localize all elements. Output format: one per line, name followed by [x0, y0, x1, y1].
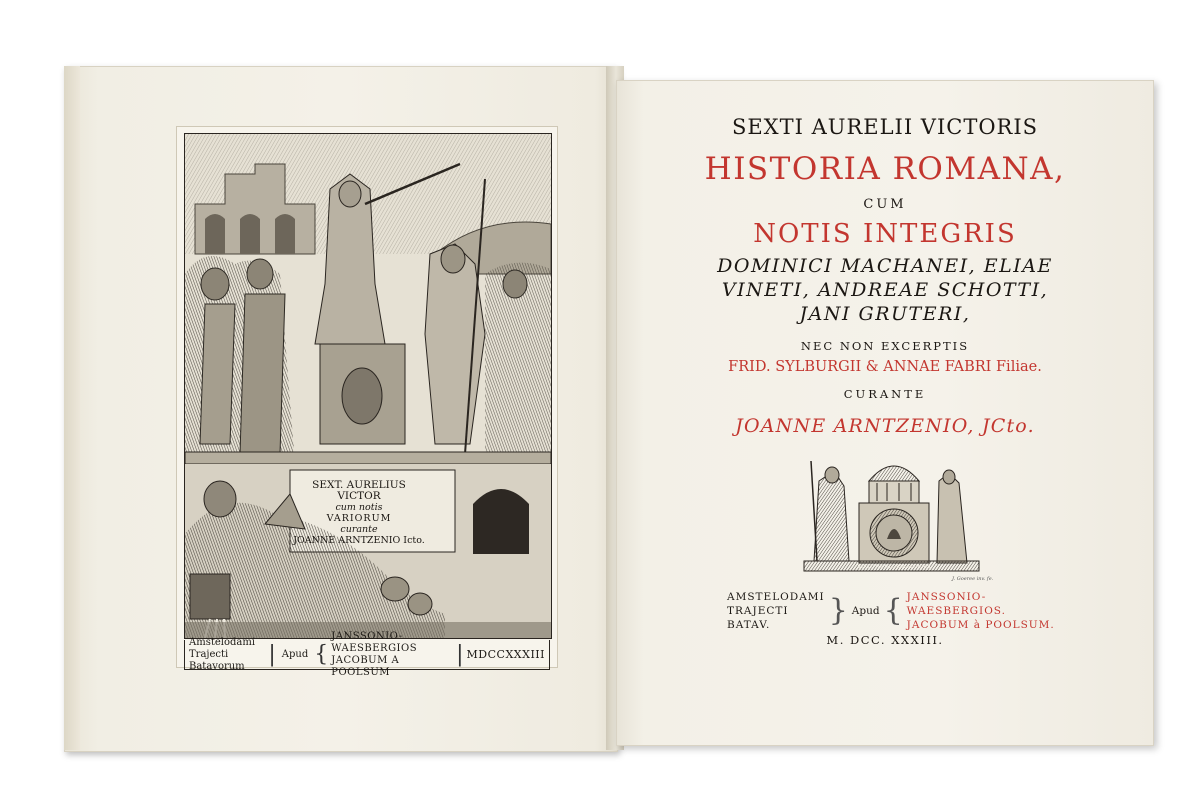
title-imprint-apud: Apud	[851, 605, 880, 617]
vignette-motto: VIRTUTIS GLORIA MERCES	[857, 564, 931, 570]
title-imprint	[727, 591, 1057, 631]
caption-line-3: VARIORUM	[326, 513, 392, 524]
frontispiece-engraving	[184, 133, 552, 639]
imprint-divider: |	[268, 642, 276, 667]
title-line-main-title: HISTORIA ROMANA,	[704, 151, 1066, 187]
title-line-sylburgii: FRID. SYLBURGII & ANNAE FABRI Filiae.	[728, 359, 1042, 375]
imprint-publisher-2: JACOBUM A POOLSUM	[331, 654, 400, 678]
title-line-editor: JOANNE ARNTZENIO, JCto.	[735, 415, 1035, 437]
imprint-brace: {	[314, 642, 329, 667]
imprint-city-2: Trajecti Batavorum	[189, 648, 245, 672]
imprint-cities	[189, 637, 265, 673]
engraver-signature: J. Goeree inv. fe.	[952, 576, 994, 582]
title-imprint-city-1: AMSTELODAMI	[727, 591, 825, 603]
caption-line-2: cum notis	[335, 502, 383, 513]
imprint-divider-2: |	[456, 642, 464, 667]
caption-line-4: curante	[340, 524, 378, 535]
vignette-illustration	[789, 441, 989, 581]
imprint-city-1: Amstelodami	[189, 636, 256, 648]
imprint-publisher-1: JANSSONIO-WAESBERGIOS	[331, 630, 418, 654]
title-imprint-cities	[727, 590, 825, 632]
title-imprint-publishers	[907, 590, 1057, 632]
plate-caption	[289, 480, 429, 546]
engraved-plate	[176, 126, 558, 678]
title-imprint-city-2: TRAJECTI BATAV.	[727, 605, 789, 631]
title-year: M. DCC. XXXIII.	[826, 633, 944, 647]
title-imprint-publisher-2: JACOBUM à POOLSUM.	[906, 619, 1055, 631]
title-line-nec-non: NEC NON EXCERPTIS	[800, 339, 970, 353]
title-line-commentators-2: VINETI, ANDREAE SCHOTTI,	[721, 279, 1049, 301]
caption-line-1: SEXT. AURELIUS VICTOR	[312, 479, 406, 502]
plate-imprint	[184, 630, 550, 678]
title-page	[616, 80, 1154, 746]
title-imprint-publisher-1: JANSSONIO-WAESBERGIOS.	[906, 591, 1006, 617]
imprint-apud: Apud	[281, 649, 309, 660]
title-line-curante: CURANTE	[843, 387, 927, 401]
title-imprint-brace-2: {	[883, 593, 903, 628]
caption-line-5: JOANNE ARNTZENIO Icto.	[293, 535, 425, 546]
page-edge	[64, 66, 80, 750]
engraving-illustration	[185, 134, 551, 638]
title-line-author: SEXTI AURELII VICTORIS	[731, 115, 1039, 139]
title-line-commentators-1: DOMINICI MACHANEI, ELIAE	[717, 255, 1053, 277]
title-line-notis-integris: NOTIS INTEGRIS	[753, 219, 1017, 249]
title-line-cum: CUM	[863, 197, 907, 212]
imprint-publishers	[331, 631, 453, 679]
imprint-date: MDCCXXXIII	[466, 648, 545, 661]
title-vignette	[789, 441, 989, 581]
title-line-commentators-3: JANI GRUTERI,	[799, 303, 971, 325]
title-imprint-brace-1: }	[828, 593, 848, 628]
